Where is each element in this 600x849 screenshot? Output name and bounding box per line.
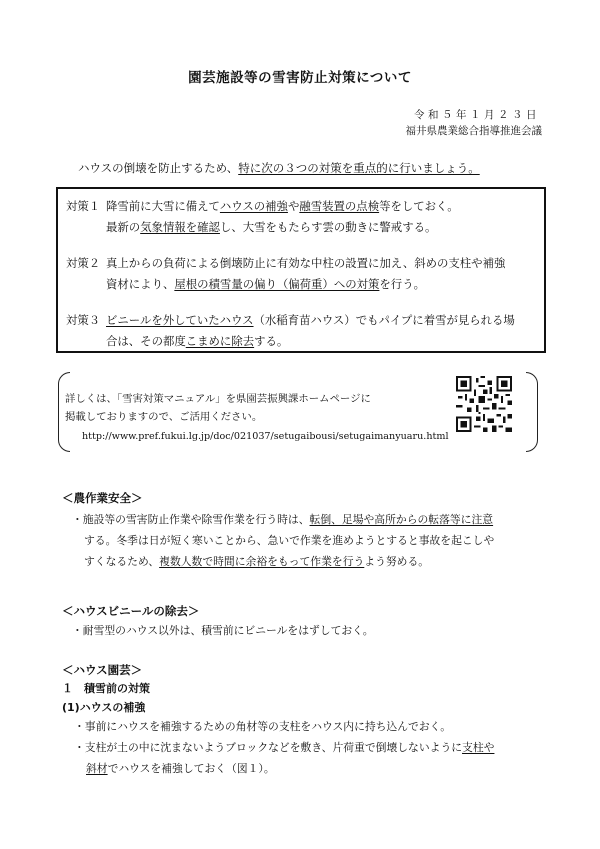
section-heading-before-snow: １ 積雪前の対策 <box>62 682 150 695</box>
measure-3-line-2: 合は、その都度こまめに除去する。 <box>106 334 289 348</box>
issue-date: 令和５年１月２３日 <box>414 109 540 121</box>
safety-text: ・施設等の雪害防止作業や除雪作業を行う時は、転倒、足場や高所からの転落等に注意 する。冬季は日が短く寒いことから、急いで作業を進めようとすると事故を起こしや すくなるため、複数人数で時間に余裕をもって作業を行うよう努める。 <box>72 513 495 568</box>
measure-2-line-2: 資材により、屋根の積雪量の偏り（偏荷重）への対策を行う。 <box>106 277 425 291</box>
reinforcement-text: ・事前にハウスを補強するための角材等の支柱をハウス内に持ち込んでおく。 ・支柱が土の中に沈まないようブロックなどを敷き、片荷重で倒壊しないように支柱や 斜材でハウスを補強しておく（図１）。 <box>74 720 495 775</box>
house-horticulture-heading: ＜ハウス園芸＞ <box>62 663 143 677</box>
intro-emphasis: 特に次の３つの対策を重点的に行いましょう。 <box>238 161 480 175</box>
measure-1-line-2: 最新の気象情報を確認し、大雪をもたらす雲の動きに警戒する。 <box>106 220 437 234</box>
intro-text <box>78 160 480 176</box>
measure-1-line-1: 降雪前に大雪に備えてハウスの補強や融雪装置の点検等をしておく。 <box>106 199 459 213</box>
subsection-heading-reinforcement: (1)ハウスの補強 <box>62 701 146 714</box>
intro-lead: ハウスの倒壊を防止するため、 <box>78 161 239 175</box>
vinyl-removal-text: ・耐雪型のハウス以外は、積雪前にビニールをはずしておく。 <box>72 624 374 637</box>
safety-heading: ＜農作業安全＞ <box>62 491 143 505</box>
manual-url-link[interactable]: http://www.pref.fukui.lg.jp/doc/021037/setugaibousi/setugaimanyuaru.html <box>82 431 449 442</box>
qr-code-icon[interactable] <box>456 376 512 432</box>
measure-2-label: 対策２ <box>66 256 101 270</box>
page-title: 園芸施設等の雪害防止対策について <box>188 70 412 86</box>
info-text: 詳しくは、「雪害対策マニュアル」を県園芸振興課ホームページに 掲載しておりますので、ご活用ください。 <box>65 393 371 423</box>
measure-2-line-1: 真上からの負荷による倒壊防止に有効な中柱の設置に加え、斜めの支柱や補強 <box>106 256 506 270</box>
issuing-organization: 福井県農業総合指導推進会議 <box>405 125 542 137</box>
right-bracket <box>526 372 538 452</box>
vinyl-removal-heading: ＜ハウスビニールの除去＞ <box>62 604 200 618</box>
measure-3-line-1: ビニールを外していたハウス（水稲育苗ハウス）でもパイプに着雪が見られる場 <box>106 313 515 327</box>
measure-3-label: 対策３ <box>66 313 101 327</box>
measures-box <box>56 187 546 353</box>
info-panel <box>58 372 538 452</box>
measure-1-label: 対策１ <box>66 199 101 213</box>
